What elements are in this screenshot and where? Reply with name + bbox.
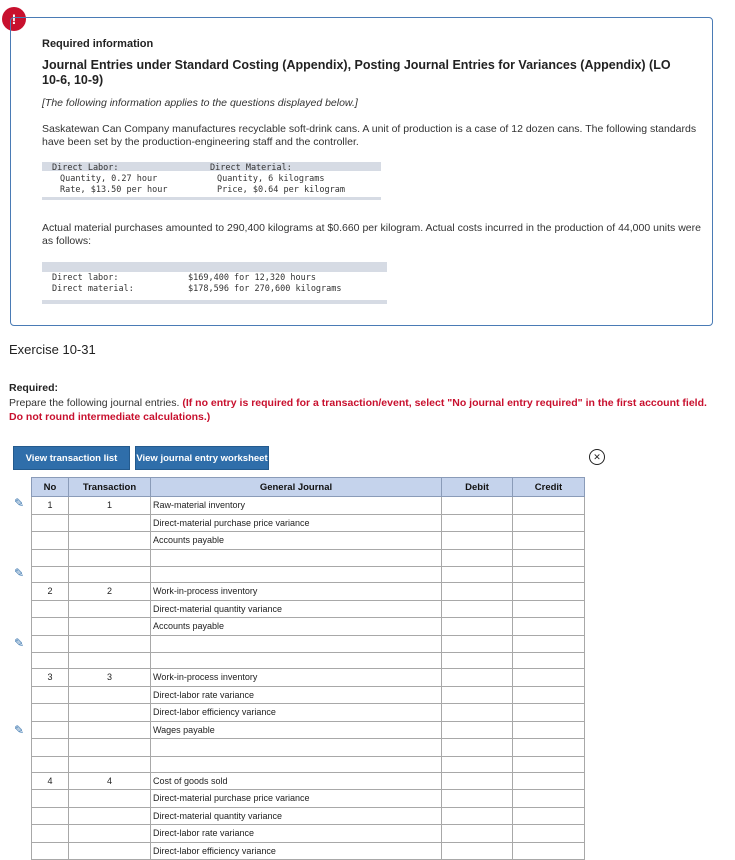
- account-field[interactable]: Direct-labor efficiency variance: [151, 704, 442, 722]
- actual-material-value: $178,596 for 270,600 kilograms: [188, 284, 342, 294]
- account-field[interactable]: Cost of goods sold: [151, 772, 442, 790]
- material-price: Price, $0.64 per kilogram: [217, 185, 345, 195]
- entry-transaction: [69, 600, 151, 618]
- spacer-cell: [69, 567, 151, 583]
- spacer-cell: [151, 756, 442, 772]
- entry-transaction: 2: [69, 583, 151, 601]
- edit-pencil-icon[interactable]: ✎: [14, 566, 25, 580]
- debit-field[interactable]: [442, 532, 513, 550]
- entry-no: [32, 721, 69, 739]
- account-field[interactable]: Accounts payable: [151, 532, 442, 550]
- table-row: [32, 772, 585, 790]
- info-panel: [10, 17, 713, 326]
- credit-field[interactable]: [513, 549, 585, 567]
- actual-labor-value: $169,400 for 12,320 hours: [188, 273, 316, 283]
- account-field[interactable]: Direct-material purchase price variance: [151, 514, 442, 532]
- spacer-cell: [32, 756, 69, 772]
- table-row: [32, 669, 585, 687]
- header-general-journal: General Journal: [151, 478, 442, 497]
- account-field[interactable]: Raw-material inventory: [151, 497, 442, 515]
- credit-field[interactable]: [513, 618, 585, 636]
- account-field[interactable]: [151, 739, 442, 757]
- credit-field[interactable]: [513, 790, 585, 808]
- debit-field[interactable]: [442, 635, 513, 653]
- entry-transaction: [69, 807, 151, 825]
- entry-no: [32, 825, 69, 843]
- entry-transaction: [69, 514, 151, 532]
- required-instructions: [9, 396, 709, 424]
- entry-transaction: 4: [69, 772, 151, 790]
- spacer-cell: [151, 567, 442, 583]
- material-quantity: Quantity, 6 kilograms: [217, 174, 325, 184]
- entry-no: 2: [32, 583, 69, 601]
- spacer-cell: [32, 653, 69, 669]
- entry-no: 3: [32, 669, 69, 687]
- required-text: Prepare the following journal entries.: [9, 397, 180, 409]
- entry-no: [32, 739, 69, 757]
- account-field[interactable]: Direct-labor efficiency variance: [151, 842, 442, 860]
- debit-field[interactable]: [442, 549, 513, 567]
- table-row: [32, 704, 585, 722]
- table-row: [32, 600, 585, 618]
- entry-no: [32, 807, 69, 825]
- entry-no: [32, 790, 69, 808]
- table-row: [32, 825, 585, 843]
- journal-table: [31, 477, 585, 860]
- entry-transaction: [69, 635, 151, 653]
- credit-field[interactable]: [513, 739, 585, 757]
- spacer-cell: [32, 567, 69, 583]
- edit-pencil-icon[interactable]: ✎: [14, 723, 25, 737]
- account-field[interactable]: Direct-material quantity variance: [151, 600, 442, 618]
- debit-field[interactable]: [442, 514, 513, 532]
- account-field[interactable]: Direct-material quantity variance: [151, 807, 442, 825]
- edit-pencil-icon[interactable]: ✎: [14, 636, 25, 650]
- spacer-cell: [442, 653, 513, 669]
- entry-transaction: [69, 532, 151, 550]
- debit-field[interactable]: [442, 807, 513, 825]
- actual-labor-label: Direct labor:: [52, 273, 119, 283]
- table-row: [32, 739, 585, 757]
- credit-field[interactable]: [513, 772, 585, 790]
- actual-paragraph: Actual material purchases amounted to 290,400 kilograms at $0.660 per kilogram. Actual costs incurred in the production of 44,000 units were as follows:: [42, 222, 701, 247]
- entry-transaction: [69, 549, 151, 567]
- table-row: [32, 532, 585, 550]
- alert-icon: !: [2, 7, 26, 31]
- account-field[interactable]: Wages payable: [151, 721, 442, 739]
- spacer-cell: [513, 567, 585, 583]
- table-row: [32, 686, 585, 704]
- view-transaction-list-button[interactable]: View transaction list: [13, 446, 130, 470]
- credit-field[interactable]: [513, 669, 585, 687]
- credit-field[interactable]: [513, 807, 585, 825]
- entry-no: [32, 618, 69, 636]
- actual-material-label: Direct material:: [52, 284, 134, 294]
- table-row: [32, 514, 585, 532]
- table-row: [32, 842, 585, 860]
- entry-no: [32, 600, 69, 618]
- debit-field[interactable]: [442, 721, 513, 739]
- standards-table: [42, 162, 381, 200]
- required-heading: Required:: [9, 382, 59, 394]
- credit-field[interactable]: [513, 635, 585, 653]
- debit-field[interactable]: [442, 772, 513, 790]
- credit-field[interactable]: [513, 686, 585, 704]
- account-field[interactable]: Accounts payable: [151, 618, 442, 636]
- exercise-title: Exercise 10-31: [9, 342, 96, 357]
- labor-header: Direct Labor:: [52, 163, 119, 173]
- account-field[interactable]: Work-in-process inventory: [151, 669, 442, 687]
- entry-no: [32, 532, 69, 550]
- header-no: No: [32, 478, 69, 497]
- table-row: [32, 635, 585, 653]
- debit-field[interactable]: [442, 686, 513, 704]
- debit-field[interactable]: [442, 842, 513, 860]
- debit-field[interactable]: [442, 497, 513, 515]
- spacer-row: [32, 756, 585, 772]
- edit-pencil-icon[interactable]: ✎: [14, 496, 25, 510]
- account-field[interactable]: Direct-labor rate variance: [151, 686, 442, 704]
- account-field[interactable]: [151, 635, 442, 653]
- entry-no: [32, 704, 69, 722]
- required-warning: (If no entry is required for a transaction/event, select "No journal entry required" in the first account field. Do not round intermediate calculations.): [9, 397, 707, 423]
- header-debit: Debit: [442, 478, 513, 497]
- entry-transaction: [69, 790, 151, 808]
- entry-transaction: 3: [69, 669, 151, 687]
- debit-field[interactable]: [442, 790, 513, 808]
- actual-costs-table: [42, 262, 387, 304]
- spacer-cell: [442, 756, 513, 772]
- credit-field[interactable]: [513, 514, 585, 532]
- table-row: [32, 618, 585, 636]
- entry-no: [32, 635, 69, 653]
- entry-transaction: [69, 842, 151, 860]
- entry-transaction: [69, 739, 151, 757]
- entry-no: 4: [32, 772, 69, 790]
- info-note: [The following information applies to the questions displayed below.]: [42, 97, 358, 109]
- info-paragraph: Saskatewan Can Company manufactures recyclable soft-drink cans. A unit of production is a case of 12 dozen cans. The following standards have been set by the production-engineering staff and the controller.: [42, 123, 697, 148]
- credit-field[interactable]: [513, 721, 585, 739]
- credit-field[interactable]: [513, 497, 585, 515]
- entry-no: [32, 549, 69, 567]
- material-header: Direct Material:: [210, 163, 292, 173]
- spacer-cell: [151, 653, 442, 669]
- entry-no: [32, 514, 69, 532]
- table-row: [32, 497, 585, 515]
- header-transaction: Transaction: [69, 478, 151, 497]
- debit-field[interactable]: [442, 739, 513, 757]
- debit-field[interactable]: [442, 825, 513, 843]
- view-journal-worksheet-button[interactable]: View journal entry worksheet: [135, 446, 269, 470]
- spacer-cell: [513, 653, 585, 669]
- debit-field[interactable]: [442, 669, 513, 687]
- spacer-row: [32, 653, 585, 669]
- credit-field[interactable]: [513, 600, 585, 618]
- debit-field[interactable]: [442, 618, 513, 636]
- spacer-cell: [69, 756, 151, 772]
- credit-field[interactable]: [513, 704, 585, 722]
- spacer-row: [32, 567, 585, 583]
- table-row: [32, 790, 585, 808]
- debit-field[interactable]: [442, 583, 513, 601]
- credit-field[interactable]: [513, 825, 585, 843]
- entry-transaction: [69, 618, 151, 636]
- entry-transaction: [69, 721, 151, 739]
- labor-rate: Rate, $13.50 per hour: [60, 185, 168, 195]
- required-info-label: Required information: [42, 38, 154, 50]
- info-title: Journal Entries under Standard Costing (Appendix), Posting Journal Entries for Variances (Appendix) (LO 10-6, 10-9): [42, 58, 671, 87]
- entry-transaction: [69, 825, 151, 843]
- credit-field[interactable]: [513, 532, 585, 550]
- header-credit: Credit: [513, 478, 585, 497]
- table-row: [32, 807, 585, 825]
- account-field[interactable]: Work-in-process inventory: [151, 583, 442, 601]
- account-field[interactable]: Direct-material purchase price variance: [151, 790, 442, 808]
- entry-no: 1: [32, 497, 69, 515]
- credit-field[interactable]: [513, 842, 585, 860]
- entry-no: [32, 842, 69, 860]
- debit-field[interactable]: [442, 704, 513, 722]
- table-row: [32, 549, 585, 567]
- spacer-cell: [442, 567, 513, 583]
- debit-field[interactable]: [442, 600, 513, 618]
- entry-no: [32, 686, 69, 704]
- entry-transaction: [69, 686, 151, 704]
- close-icon[interactable]: ✕: [589, 449, 605, 465]
- account-field[interactable]: Direct-labor rate variance: [151, 825, 442, 843]
- entry-transaction: 1: [69, 497, 151, 515]
- account-field[interactable]: [151, 549, 442, 567]
- table-row: [32, 583, 585, 601]
- spacer-cell: [69, 653, 151, 669]
- table-row: [32, 721, 585, 739]
- labor-quantity: Quantity, 0.27 hour: [60, 174, 158, 184]
- credit-field[interactable]: [513, 583, 585, 601]
- spacer-cell: [513, 756, 585, 772]
- entry-transaction: [69, 704, 151, 722]
